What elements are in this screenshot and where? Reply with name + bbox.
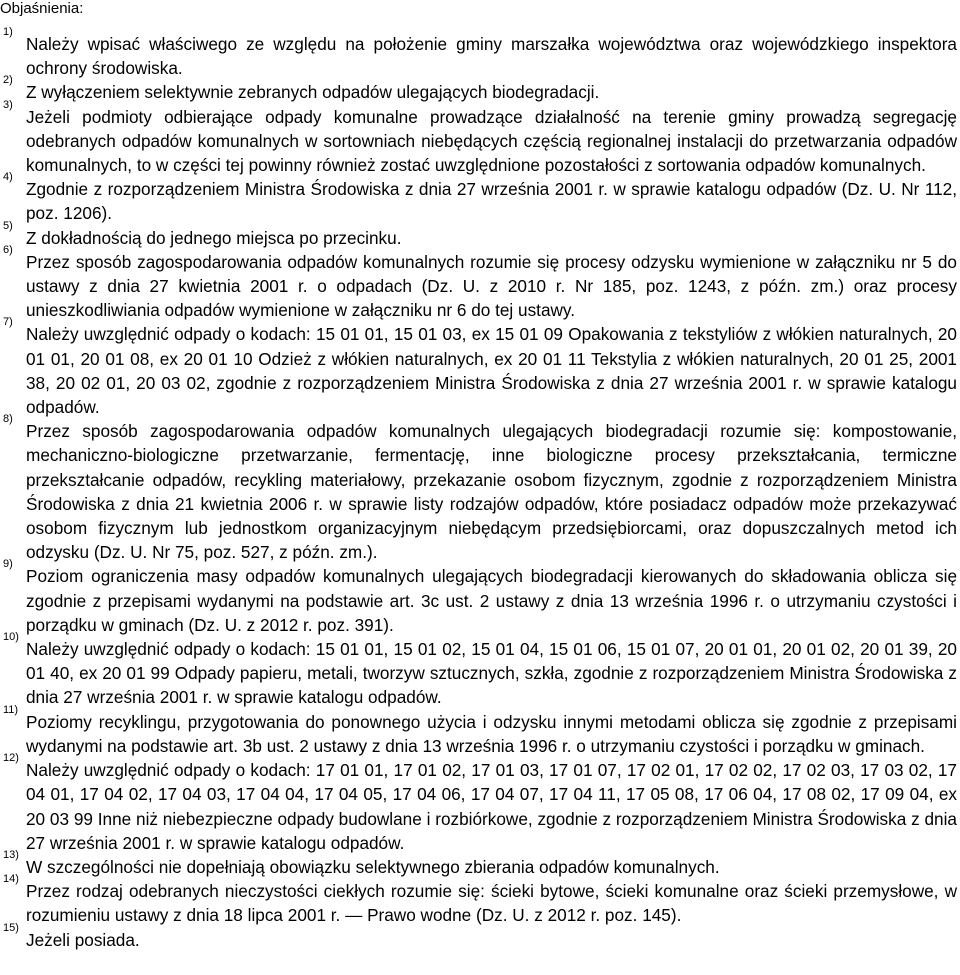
footnote — [0, 848, 960, 879]
footnote-text: Poziom ograniczenia masy odpadów komunalnych ulegających biodegradacji kierowanych do składowania oblicza się zgodnie z przepisami wydanymi na podstawie art. 3c ust. 2 ustawy z dnia 13 września 1996 r. o utrzymaniu czystości i porządku w gminach (Dz. U. z 2012 r. poz. 391). — [26, 566, 957, 635]
footnote — [0, 171, 960, 225]
footnote-number: 7) — [3, 316, 13, 329]
footnote-number: 8) — [3, 413, 13, 426]
footnote-text: Przez sposób zagospodarowania odpadów komunalnych ulegających biodegradacji rozumie się: kompostowanie, mechaniczno-biologiczne przetwarzanie, fermentację, inne biologiczne procesy przekształcania, termiczne przekształcanie odpadów, recykling materiałowy, przekazanie osobom fizycznym, zgodnie z rozporządzeniem Ministra Środowiska z dnia 21 kwietnia 2006 r. w sprawie listy rodzajów odpadów, które posiadacz odpadów może przekazywać osobom fizycznym lub jednostkom organizacyjnym niebędącym przedsiębiorcami, oraz dopuszczalnych metod ich odzysku (Dz. U. Nr 75, poz. 527, z późn. zm.). — [26, 421, 957, 563]
footnote — [0, 219, 960, 250]
footnote-text: Jeżeli podmioty odbierające odpady komunalne prowadzące działalność na terenie gminy prowadzą segregację odebranych odpadów komunalnych w sortowniach niebędących częścią regionalnej instalacji do przetwarzania odpadów komunalnych, to w części tej powinny również zostać uwzględnione pozostałości z sortowania odpadów komunalnych. — [26, 106, 957, 176]
footnote-number: 11) — [3, 703, 19, 716]
footnote-number: 1) — [3, 26, 13, 38]
section-heading: Objaśnienia: — [0, 0, 84, 17]
footnote-number: 15) — [3, 921, 19, 934]
footnote — [0, 316, 960, 419]
footnote — [0, 752, 960, 855]
footnote-text: Z dokładnością do jednego miejsca po przecinku. — [26, 227, 402, 248]
footnotes-list — [0, 26, 960, 952]
footnote-text: Poziomy recyklingu, przygotowania do ponownego użycia i odzysku innymi metodami oblicza się zgodnie z przepisami wydanymi na podstawie art. 3b ust. 2 ustawy z dnia 13 września 1996 r. o utrzymaniu czystości i porządku w gminach. — [26, 711, 957, 756]
footnote — [0, 243, 960, 323]
footnote — [0, 703, 960, 758]
footnote — [0, 413, 960, 564]
footnote-number: 3) — [3, 98, 13, 111]
footnote-text: Należy uwzględnić odpady o kodach: 15 01 01, 15 01 03, ex 15 01 09 Opakowania z tekstyliów z włókien naturalnych, 20 01 01, 20 01 08, ex 20 01 10 Odzież z włókien naturalnych, ex 20 01 11 Tekstylia z włókien naturalnych, 20 01 25, 2001 38, 20 02 01, 20 03 02, zgodnie z rozporządzeniem Ministra Środowiska z dnia 27 września 2001 r. w sprawie katalogu odpadów. — [26, 324, 957, 418]
footnote — [0, 558, 960, 637]
footnote-text: Przez rodzaj odebranych nieczystości ciekłych rozumie się: ścieki bytowe, ścieki komunalne oraz ścieki przemysłowe, w rozumieniu ustawy z dnia 18 lipca 2001 r. — Prawo wodne (Dz. U. z 2012 r. poz. 145). — [26, 881, 957, 926]
footnote-text: Przez sposób zagospodarowania odpadów komunalnych rozumie się procesy odzysku wymienione w załączniku nr 5 do ustawy z dnia 27 kwietnia 2001 r. o odpadach (Dz. U. z 2010 r. Nr 185, poz. 1243, z późn. zm.) oraz procesy unieszkodliwiania odpadów wymienione w załączniku nr 6 do tej ustawy. — [26, 251, 957, 321]
footnote — [0, 74, 960, 104]
footnote-text: Należy uwzględnić odpady o kodach: 17 01 01, 17 01 02, 17 01 03, 17 01 07, 17 02 01, 17 02 02, 17 02 03, 17 03 02, 17 04 01, 17 04 02, 17 04 03, 17 04 04, 17 04 05, 17 04 06, 17 04 07, 17 04 11, 17 05 08, 17 06 04, 17 08 02, 17 09 04, ex 20 03 99 Inne niż niebezpieczne odpady budowlane i rozbiórkowe, zgodnie z rozporządzeniem Ministra Środowiska z dnia 27 września 2001 r. w sprawie katalogu odpadów. — [26, 760, 957, 853]
footnote-text: Jeżeli posiada. — [26, 929, 140, 950]
footnote-number: 12) — [3, 752, 19, 765]
footnote-text: Zgodnie z rozporządzeniem Ministra Środowiska z dnia 27 września 2001 r. w sprawie katalogu odpadów (Dz. U. Nr 112, poz. 1206). — [26, 179, 957, 224]
footnote-number: 6) — [3, 243, 13, 256]
footnote-number: 10) — [3, 631, 19, 644]
footnote-text: Należy wpisać właściwego ze względu na położenie gminy marszałka województwa oraz wojewódzkiego inspektora ochrony środowiska. — [26, 34, 957, 79]
footnote — [0, 873, 960, 927]
footnote-text: Należy uwzględnić odpady o kodach: 15 01 01, 15 01 02, 15 01 04, 15 01 06, 15 01 07, 20 01 01, 20 01 02, 20 01 39, 20 01 40, ex 20 01 99 Odpady papieru, metali, tworzyw sztucznych, szkła, zgodnie z rozporządzeniem Ministra Środowiska z dnia 27 września 2001 r. w sprawie katalogu odpadów. — [26, 639, 957, 708]
footnote-text: W szczególności nie dopełniają obowiązku selektywnego zbierania odpadów komunalnych. — [26, 856, 720, 877]
footnote — [0, 26, 960, 80]
footnote-number: 2) — [3, 74, 13, 87]
footnote — [0, 921, 960, 952]
footnote-number: 14) — [3, 873, 19, 886]
footnote-number: 9) — [3, 558, 13, 571]
footnote — [0, 631, 960, 710]
footnote-number: 5) — [3, 219, 13, 232]
footnote-number: 13) — [3, 848, 19, 861]
footnote-number: 4) — [3, 171, 13, 184]
footnote — [0, 98, 960, 178]
footnote-text: Z wyłączeniem selektywnie zebranych odpadów ulegających biodegradacji. — [26, 82, 600, 103]
